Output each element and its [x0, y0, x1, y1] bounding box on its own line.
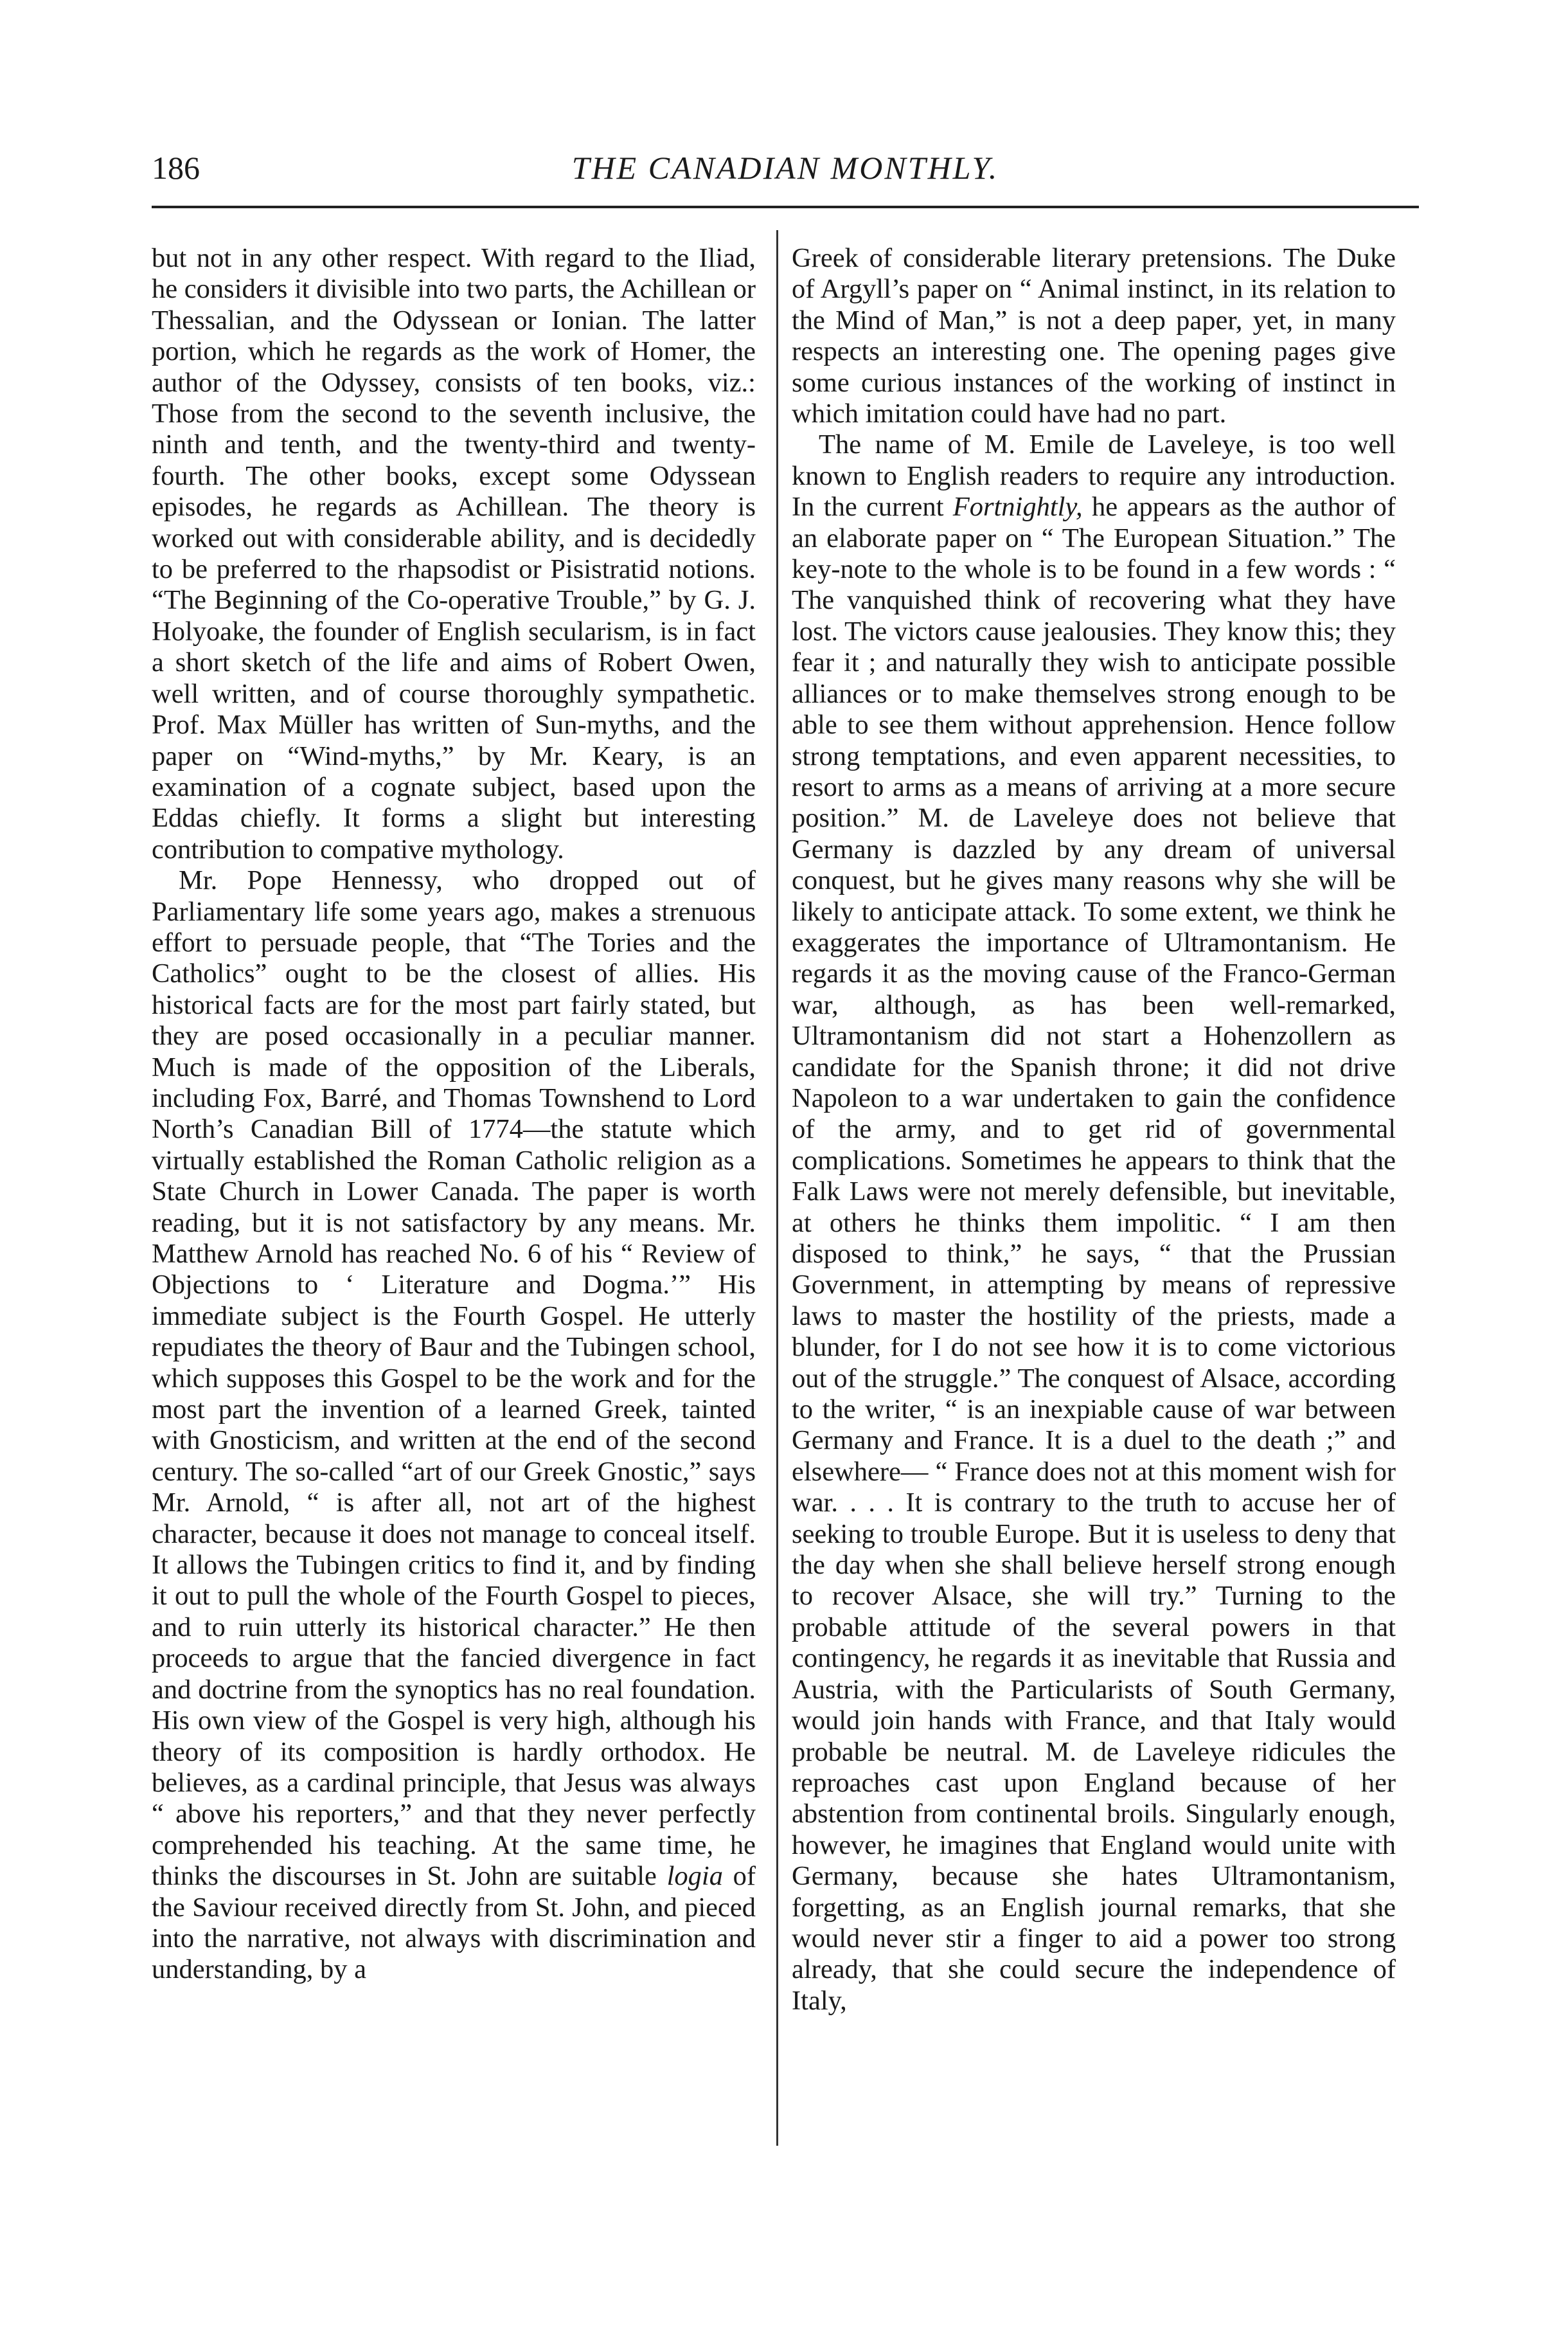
running-title: THE CANADIAN MONTHLY. — [571, 150, 999, 186]
italic-term: logia — [666, 1861, 723, 1892]
page-header — [152, 147, 1419, 198]
paragraph — [792, 429, 1396, 2017]
left-column — [152, 243, 756, 1986]
paragraph-text: but not in any other respect. With regard to the Iliad, he considers it divisible into two parts, the Achillean or Thessalian, and the Odyssean or Ionian. The latter portion, which he regards as the work of Homer, the author of the Odyssey, consists of ten books, viz.: Those from the second to the seventh inclusive, the ninth and tenth, and the twenty-third and twenty-fourth. The other books, except some Odyssean episodes, he regards as Achillean. The theory is worked out with considerable ability, and is decidedly to be preferred to the rhapsodist or Pisistratid notions. “The Beginning of the Co-operative Trouble,” by G. J. Holyoake, the founder of English secularism, is in fact a short sketch of the life and aims of Robert Owen, well written, and of course thoroughly sympathetic. Prof. Max Müller has written of Sun-myths, and the paper on “Wind-myths,” by Mr. Keary, is an examination of a cognate subject, based upon the Eddas chiefly. It forms a slight but interesting contribution to compative mythology. — [152, 243, 756, 865]
right-column — [792, 243, 1396, 2017]
paragraph-text: The name of M. Emile de Laveleye, is too well known to English readers to require any introduction. In the current — [792, 429, 1396, 523]
paragraph — [152, 865, 756, 1986]
paragraph-text: Greek of considerable literary pretensions. The Duke of Argyll’s paper on “ Animal instinct, in its relation to the Mind of Man,” is not a deep paper, yet, in many respects an interesting one. The opening pages give some curious instances of the working of instinct in which imitation could have had no part. — [792, 243, 1396, 429]
italic-title: Fortnightly, — [952, 492, 1083, 523]
header-rule — [152, 206, 1419, 208]
paragraph-text: Mr. Pope Hennessy, who dropped out of Parliamentary life some years ago, makes a strenuous effort to persuade people, that “The Tories and the Catholics” ought to be the closest of allies. His historical facts are for the most part fairly stated, but they are posed occasionally in a peculiar manner. Much is made of the opposition of the Liberals, including Fox, Barré, and Thomas Townshend to Lord North’s Canadian Bill of 1774—the statute which virtually established the Roman Catholic religion as a State Church in Lower Canada. The paper is worth reading, but it is not satisfactory by any means. Mr. Matthew Arnold has reached No. 6 of his “ Review of Objections to ‘ Literature and Dogma.’” His immediate subject is the Fourth Gospel. He utterly repudiates the theory of Baur and the Tubingen school, which supposes this Gospel to be the work and for the most part the invention of a learned Greek, tainted with Gnosticism, and written at the end of the second century. The so-called “art of our Greek Gnostic,” says Mr. Arnold, “ is after all, not art of the highest character, because it does not manage to conceal itself. It allows the Tubingen critics to find it, and by finding it out to pull the whole of the Fourth Gospel to pieces, and to ruin utterly its historical character.” He then proceeds to argue that the fancied divergence in fact and doctrine from the synoptics has no real foundation. His own view of the Gospel is very high, although his theory of its composition is hardly orthodox. He believes, as a cardinal principle, that Jesus was always “ above his reporters,” and that they never perfectly comprehended his teaching. At the same time, he thinks the discourses in St. John are suitable — [152, 865, 756, 1892]
column-divider — [776, 230, 778, 2146]
page-number: 186 — [152, 150, 200, 186]
paragraph-text: he appears as the author of an elaborate paper on “ The European Situation.” The key-note to the whole is to be found in a few words : “ The vanquished think of recovering what they have lost. The victors cause jealousies. They know this; they fear it ; and naturally they wish to anticipate possible alliances or to make themselves strong enough to be able to see them without apprehension. Hence follow strong temptations, and even apparent necessities, to resort to arms as a means of arriving at a more secure position.” M. de Laveleye does not believe that Germany is dazzled by any dream of universal conquest, but he gives many reasons why she will be likely to anticipate attack. To some extent, we think he exaggerates the importance of Ultramontanism. He regards it as the moving cause of the Franco-German war, although, as has been well-remarked, Ultramontanism did not start a Hohenzollern as candidate for the Spanish throne; it did not drive Napoleon to a war undertaken to gain the confidence of the army, and to get rid of governmental complications. Sometimes he appears to think that the Falk Laws were not merely defensible, but inevitable, at others he thinks them impolitic. “ I am then disposed to think,” he says, “ that the Prussian Government, in attempting by means of repressive laws to master the hostility of the priests, made a blunder, for I do not see how it is to come victorious out of the struggle.” The conquest of Alsace, according to the writer, “ is an inexpiable cause of war between Germany and France. It is a duel to the death ;” and elsewhere— “ France does not at this moment wish for war. . . . It is contrary to the truth to accuse her of seeking to trouble Europe. But it is useless to deny that the day when she shall believe herself strong enough to recover Alsace, she will try.” Turning to the probable attitude of the several powers in that contingency, he regards it as inevitable that Russia and Austria, with the Particularists of South Germany, would join hands with France, and that Italy would probable be neutral. M. de Laveleye ridicules the reproaches cast upon England because of her abstention from continental broils. Singularly enough, however, he imagines that England would unite with Germany, because she hates Ultramontanism, forgetting, as an English journal remarks, that she would never stir a finger to aid a power too strong already, that she could secure the independence of Italy, — [792, 492, 1396, 2016]
paragraph — [152, 243, 756, 865]
paragraph — [792, 243, 1396, 429]
paragraph-text: of the Saviour received directly from St. John, and pieced into the narrative, not always with discrimination and understanding, by a — [152, 1861, 756, 1985]
